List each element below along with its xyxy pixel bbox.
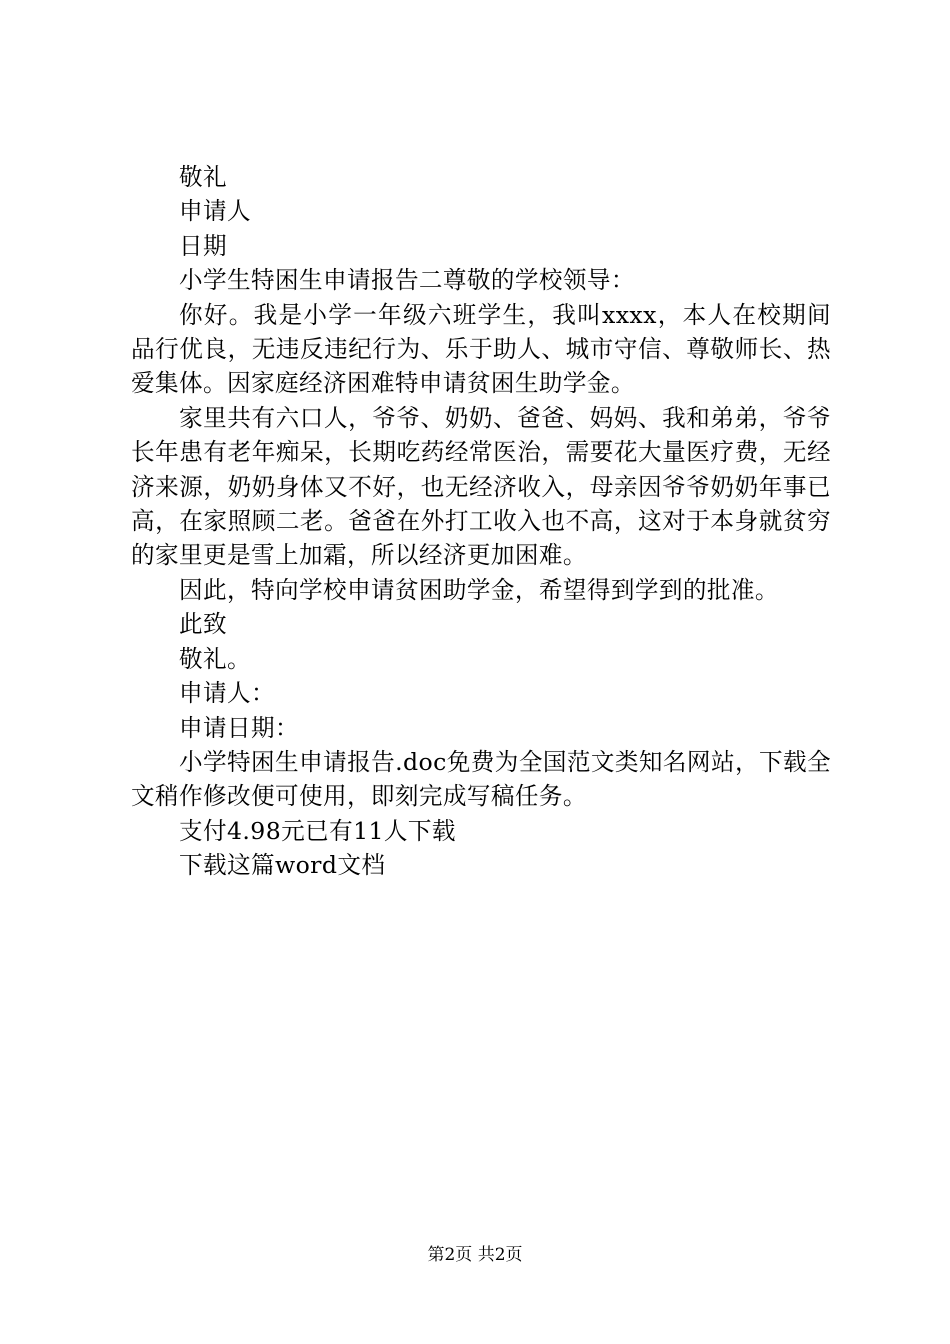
page-number-footer: 第2页 共2页 [427, 1245, 523, 1265]
document-body [131, 160, 831, 883]
date-label: 日期 [179, 231, 227, 260]
applicant-field: 申请人： [179, 679, 275, 708]
applicant-label: 申请人 [179, 197, 251, 226]
download-link[interactable]: 下载这篇word文档 [179, 851, 386, 880]
closing-salute: 敬礼 [179, 163, 227, 191]
request-paragraph: 因此，特向学校申请贫困助学金，希望得到学到的批准。 [179, 575, 779, 604]
payment-info: 支付4.98元已有11人下载 [179, 816, 456, 845]
closing-cizhi: 此致 [179, 610, 227, 639]
intro-paragraph: 你好。我是小学一年级六班学生，我叫xxxx，本人在校期间品行优良，无违反违纪行为、乐于助人、城市守信、尊敬师长、热爱集体。因家庭经济困难特申请贫困生助学金。 [131, 300, 831, 398]
family-paragraph: 家里共有六口人，爷爷、奶奶、爸爸、妈妈、我和弟弟，爷爷长年患有老年痴呆，长期吃药经常医治，需要花大量医疗费，无经济来源，奶奶身体又不好，也无经济收入，母亲因爷爷奶奶年事已高，在家照顾二老。爸爸在外打工收入也不高，这对于本身就贫穷的家里更是雪上加霜，所以经济更加困难。 [131, 403, 831, 570]
application-date-field: 申请日期： [179, 713, 299, 742]
site-note-paragraph: 小学特困生申请报告.doc免费为全国范文类知名网站，下载全文稍作修改便可使用，即刻完成写稿任务。 [131, 747, 831, 811]
closing-jingli: 敬礼。 [179, 644, 251, 673]
report-two-heading: 小学生特困生申请报告二尊敬的学校领导： [179, 266, 635, 295]
